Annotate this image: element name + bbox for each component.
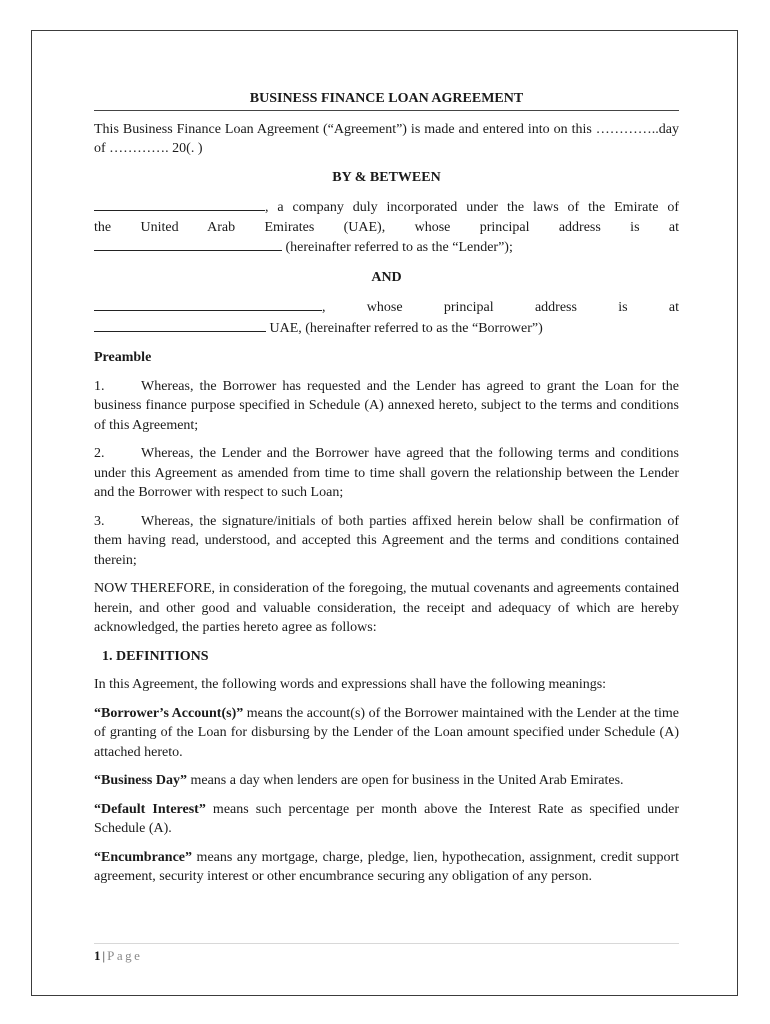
by-between-heading: BY & BETWEEN [332,169,441,185]
definition-item: “Default Interest” means such percentage per month above the Interest Rate as specified under Schedule (A). [94,801,679,836]
intro-paragraph: This Business Finance Loan Agreement (“Agreement”) is made and entered into on this …………..day of …………. 20(. ) [94,121,679,156]
definitions-intro: In this Agreement, the following words and expressions shall have the following meanings: [94,677,607,692]
preamble-item: 2. Whereas, the Lender and the Borrower have agreed that the following terms and conditions under this Agreement as amended from time to time shall govern the relationship between the Lender and the Borrower with respect to such Loan; [94,446,679,500]
definition-item: “Encumbrance” means any mortgage, charge, pledge, lien, hypothecation, assignment, credit support agreement, security interest or other encumbrance securing any obligation of any person. [94,849,679,884]
document-body [94,89,679,896]
document-page [31,30,738,996]
footer-divider [94,943,679,944]
definition-item: “Borrower’s Account(s)” means the account(s) of the Borrower maintained with the Lender at the time of granting of the Loan for disbursing by the Lender of the Loan amount specified under Schedule (A) attached hereto. [94,705,680,760]
page-footer [94,948,142,964]
definitions-heading: 1. DEFINITIONS [102,648,209,664]
lender-name-blank[interactable] [94,197,265,211]
preamble-heading: Preamble [94,350,152,365]
and-heading: AND [371,269,402,285]
document-title: BUSINESS FINANCE LOAN AGREEMENT [94,89,679,111]
preamble-item: 3. Whereas, the signature/initials of both parties affixed herein below shall be confirmation of them having read, understood, and accepted this Agreement and the terms and conditions contained therein; [94,513,680,568]
footer-separator: | [102,948,106,963]
lender-line-3: (hereinafter referred to as the “Lender”); [94,237,679,258]
borrower-line-2: UAE, (hereinafter referred to as the “Borrower”) [94,318,679,339]
now-therefore-paragraph: NOW THEREFORE, in consideration of the foregoing, the mutual covenants and agreements contained herein, and other good and valuable consideration, the receipt and adequacy of which are hereby acknowledged, the parties hereto agree as follows: [94,581,679,635]
page-label: Page [107,948,143,963]
borrower-name-blank[interactable] [94,297,322,311]
lender-line-2: the United Arab Emirates (UAE), whose principal address is at [94,219,679,235]
page-number: 1 [94,948,101,963]
borrower-address-blank[interactable] [94,318,266,332]
preamble-item: 1. Whereas, the Borrower has requested and the Lender has agreed to grant the Loan for the business finance purpose specified in Schedule (A) annexed hereto, subject to the terms and conditions of this Agreement; [94,378,679,433]
definition-item: “Business Day” means a day when lenders are open for business in the United Arab Emirates. [94,773,624,788]
borrower-line-1: , whose principal address is at [94,297,679,318]
lender-address-blank[interactable] [94,237,282,251]
lender-block [94,197,679,258]
lender-line-1: , a company duly incorporated under the laws of the Emirate of [94,197,679,218]
borrower-block [94,297,679,338]
